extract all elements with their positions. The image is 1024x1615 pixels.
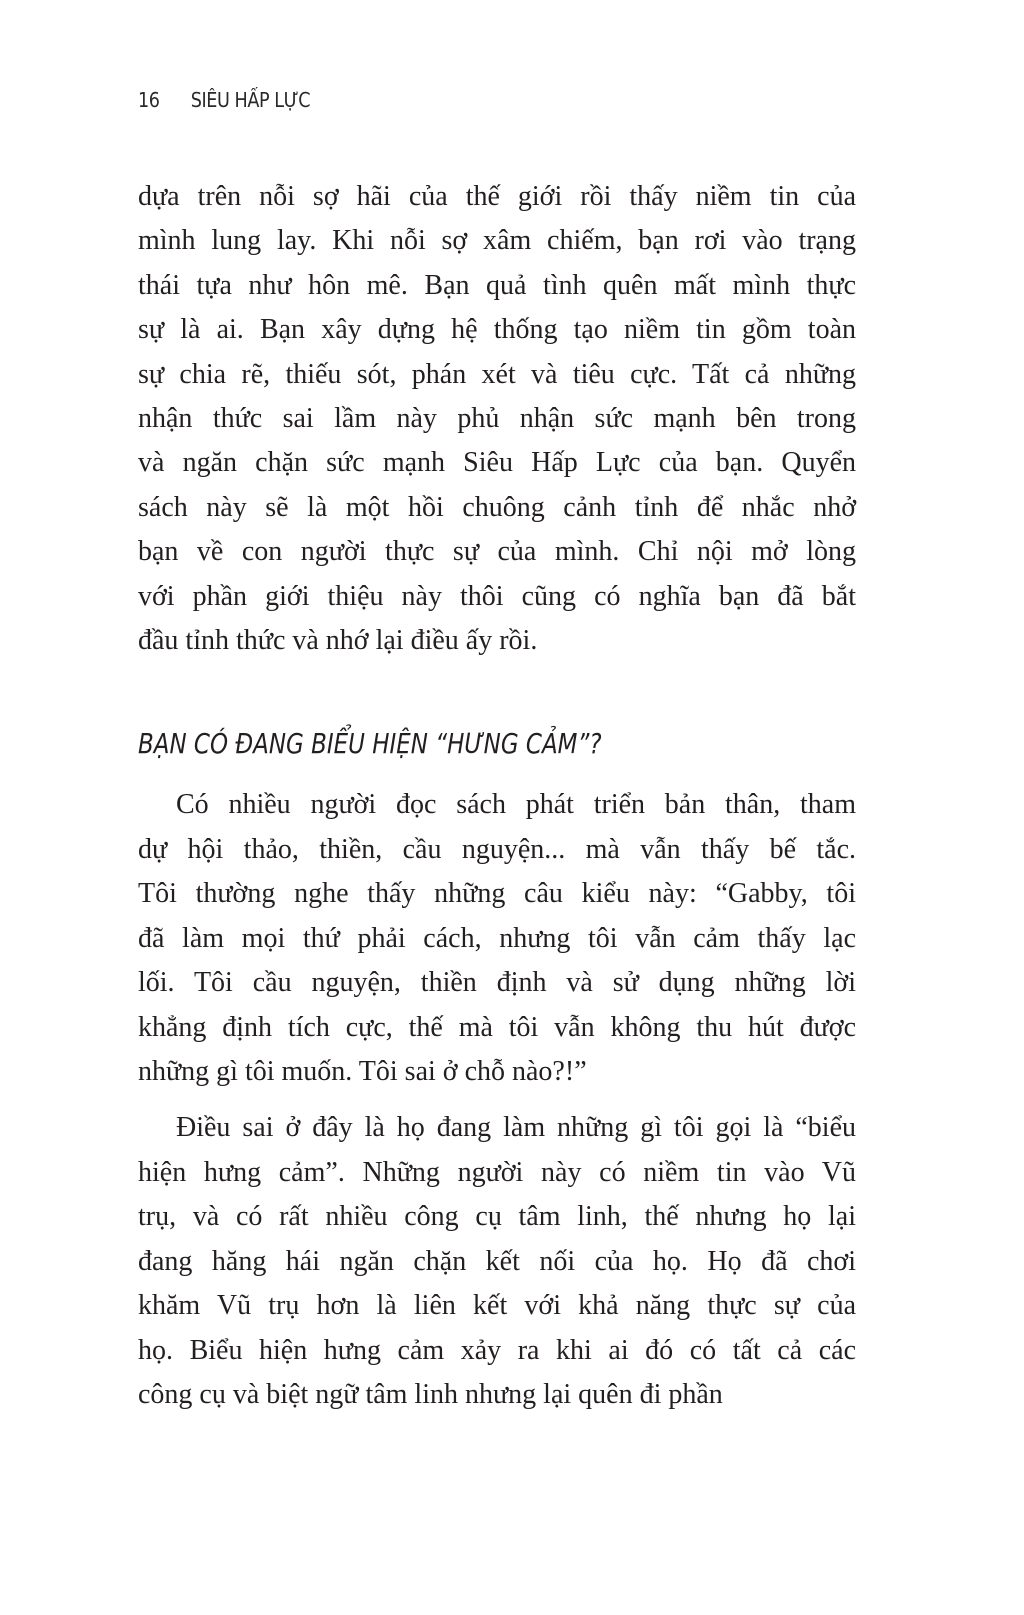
text-line: sách này sẽ là một hồi chuông cảnh tỉnh để nhắc nhở [138,491,856,523]
text-line: trụ, và có rất nhiều công cụ tâm linh, thế nhưng họ lại [138,1201,856,1232]
text-line: hiện hưng cảm”. Những người này có niềm tin vào Vũ [138,1156,856,1188]
text-line: khăm Vũ trụ hơn là liên kết với khả năng thực sự của [138,1290,856,1321]
text-line: và ngăn chặn sức mạnh Siêu Hấp Lực của bạn. Quyển [138,447,856,479]
section-heading: BẠN CÓ ĐANG BIỂU HIỆN “HƯNG CẢM”? [138,727,602,760]
text-line: đầu tỉnh thức và nhớ lại điều ấy rồi. [138,625,538,656]
text-line: sự là ai. Bạn xây dựng hệ thống tạo niềm tin gồm toàn [138,314,856,346]
book-title: SIÊU HẤP LỰC [190,88,311,112]
text-line: khẳng định tích cực, thế mà tôi vẫn không thu hút được [138,1011,856,1043]
text-line: đã làm mọi thứ phải cách, nhưng tôi vẫn cảm thấy lạc [138,922,856,954]
running-header [138,88,310,112]
text-line: mình lung lay. Khi nỗi sợ xâm chiếm, bạn rơi vào trạng [138,225,856,257]
text-line: thái tựa như hôn mê. Bạn quả tình quên mất mình thực [138,269,856,301]
text-line: với phần giới thiệu này thôi cũng có nghĩa bạn đã bắt [138,580,856,612]
text-line: đang hăng hái ngăn chặn kết nối của họ. Họ đã chơi [138,1245,856,1277]
text-line: Tôi thường nghe thấy những câu kiểu này: “Gabby, tôi [138,878,856,909]
text-line: nhận thức sai lầm này phủ nhận sức mạnh bên trong [138,403,856,434]
text-line: dự hội thảo, thiền, cầu nguyện... mà vẫn thấy bế tắc. [138,833,856,865]
text-line: bạn về con người thực sự của mình. Chỉ nội mở lòng [138,536,856,568]
text-line: công cụ và biệt ngữ tâm linh nhưng lại quên đi phần [138,1379,723,1410]
text-line: dựa trên nỗi sợ hãi của thế giới rồi thấy niềm tin của [138,181,856,212]
text-line: những gì tôi muốn. Tôi sai ở chỗ nào?!” [138,1056,587,1087]
text-line: sự chia rẽ, thiếu sót, phán xét và tiêu cực. Tất cả những [138,358,856,390]
text-line: Điều sai ở đây là họ đang làm những gì tôi gọi là “biểu [176,1112,856,1143]
text-line: lối. Tôi cầu nguyện, thiền định và sử dụng những lời [138,967,856,998]
text-line: Có nhiều người đọc sách phát triển bản thân, tham [176,789,856,820]
page-number: 16 [138,88,160,112]
text-line: họ. Biểu hiện hưng cảm xảy ra khi ai đó có tất cả các [138,1334,856,1366]
